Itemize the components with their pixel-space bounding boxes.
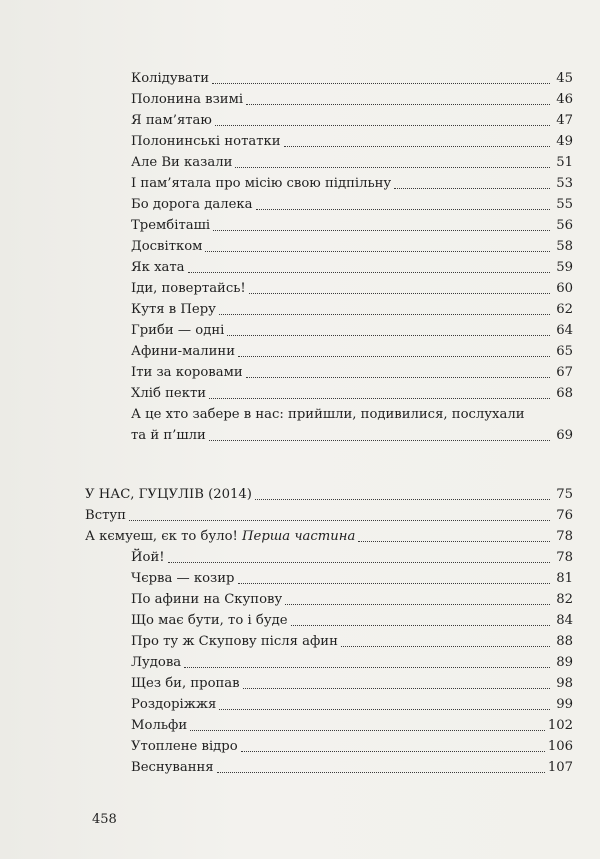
toc-section-heading[interactable] xyxy=(85,484,573,505)
leader-dots xyxy=(241,750,545,752)
toc-entry-title: Йой! xyxy=(131,550,165,565)
toc-entry-title-continued: та й п’шли xyxy=(131,428,206,443)
toc-entry-page: 99 xyxy=(556,697,573,712)
toc-entry[interactable] xyxy=(85,694,573,715)
toc-entry-page: 98 xyxy=(556,676,573,691)
toc-entry-title: По афини на Скупову xyxy=(131,592,283,607)
toc-entry-title: Кутя в Перу xyxy=(131,302,216,317)
toc-entry[interactable] xyxy=(85,68,573,89)
leader-dots xyxy=(238,582,551,584)
toc-entry-title: Мольфи xyxy=(131,718,188,733)
leader-dots xyxy=(358,540,550,542)
leader-dots xyxy=(394,187,550,189)
toc-entry[interactable] xyxy=(85,652,573,673)
toc-entry-title: Веснування xyxy=(131,760,214,775)
toc-entry[interactable] xyxy=(85,589,573,610)
leader-dots xyxy=(285,603,550,605)
toc-entry-page: 46 xyxy=(556,92,573,107)
leader-dots xyxy=(227,334,550,336)
leader-dots xyxy=(212,82,550,84)
toc-entry-page: 60 xyxy=(556,281,573,296)
toc-entry-title: І пам’ятала про місію свою підпільну xyxy=(131,176,392,191)
toc-entry-intro[interactable] xyxy=(85,505,573,526)
part-subtitle: Перша частина xyxy=(242,529,356,544)
leader-dots xyxy=(190,729,545,731)
toc-entry-page: 47 xyxy=(556,113,573,128)
toc-entry[interactable] xyxy=(85,757,573,778)
toc-entry[interactable] xyxy=(85,383,573,404)
toc-entry-page: 56 xyxy=(556,218,573,233)
toc-entry-title: Як хата xyxy=(131,260,185,275)
toc-entry[interactable] xyxy=(85,236,573,257)
leader-dots xyxy=(209,397,550,399)
toc-entry-page: 53 xyxy=(556,176,573,191)
toc-entry-page: 58 xyxy=(556,239,573,254)
toc-entry-title: Я пам’ятаю xyxy=(131,113,212,128)
leader-dots xyxy=(284,145,550,147)
toc-entry[interactable] xyxy=(85,152,573,173)
toc-entry-title: Утоплене відро xyxy=(131,739,238,754)
toc-entry-title: Чєрва — козир xyxy=(131,571,235,586)
toc-entry[interactable] xyxy=(85,320,573,341)
toc-entry-page: 69 xyxy=(556,428,573,443)
toc-entry[interactable] xyxy=(85,257,573,278)
page-number: 458 xyxy=(92,812,117,827)
toc-entry-title: Афини-малини xyxy=(131,344,235,359)
toc-entry[interactable] xyxy=(85,673,573,694)
toc-entry-title: Щез би, пропав xyxy=(131,676,240,691)
toc-entry[interactable] xyxy=(85,715,573,736)
leader-dots xyxy=(215,124,550,126)
toc-entry-page: 89 xyxy=(556,655,573,670)
toc-entry-title: Гриби — одні xyxy=(131,323,225,338)
leader-dots xyxy=(217,771,545,773)
toc-entry-page: 64 xyxy=(556,323,573,338)
toc-entry[interactable] xyxy=(85,631,573,652)
toc-entry[interactable] xyxy=(85,547,573,568)
leader-dots xyxy=(209,439,550,441)
toc-entry[interactable] xyxy=(85,362,573,383)
toc-entry-page: 45 xyxy=(556,71,573,86)
leader-dots xyxy=(256,208,551,210)
toc-section-2 xyxy=(85,484,573,778)
leader-dots xyxy=(213,229,550,231)
toc-entry-title: Іти за коровами xyxy=(131,365,243,380)
toc-entry[interactable] xyxy=(85,610,573,631)
toc-entry-page: 78 xyxy=(556,529,573,544)
leader-dots xyxy=(291,624,550,626)
toc-entry-page: 51 xyxy=(556,155,573,170)
toc-entry-title: Що має бути, то і буде xyxy=(131,613,288,628)
toc-entry-title xyxy=(85,526,355,547)
toc-entry-page: 102 xyxy=(547,718,573,733)
toc-entry-long-line2[interactable] xyxy=(85,425,573,446)
leader-dots xyxy=(238,355,550,357)
toc-entry-title: Роздоріжжя xyxy=(131,697,217,712)
leader-dots xyxy=(246,103,550,105)
toc-entry-long-line1[interactable] xyxy=(85,404,573,425)
toc-entry-title: Про ту ж Скупову після афин xyxy=(131,634,338,649)
part-title: А кємуеш, єк то було! xyxy=(85,529,243,544)
leader-dots xyxy=(243,687,550,689)
toc-entry-title: Бо дорога далека xyxy=(131,197,253,212)
leader-dots xyxy=(219,708,550,710)
toc-entry-part[interactable] xyxy=(85,526,573,547)
toc-entry[interactable] xyxy=(85,89,573,110)
toc-entry-title: Трембіташі xyxy=(131,218,211,233)
leader-dots xyxy=(219,313,550,315)
toc-entry-page: 88 xyxy=(556,634,573,649)
toc-entry-title: Полонинські нотатки xyxy=(131,134,281,149)
leader-dots xyxy=(249,292,550,294)
leader-dots xyxy=(188,271,550,273)
toc-entry-title: Лудова xyxy=(131,655,182,670)
toc-entry[interactable] xyxy=(85,341,573,362)
leader-dots xyxy=(246,376,550,378)
toc-entry[interactable] xyxy=(85,278,573,299)
toc-entry[interactable] xyxy=(85,173,573,194)
leader-dots xyxy=(235,166,550,168)
toc-entry-page: 59 xyxy=(556,260,573,275)
toc-entry-title: Хліб пекти xyxy=(131,386,207,401)
leader-dots xyxy=(168,561,550,563)
toc-entry-page: 62 xyxy=(556,302,573,317)
toc-entry[interactable] xyxy=(85,110,573,131)
toc-entry-page: 68 xyxy=(556,386,573,401)
toc-entry-page: 49 xyxy=(556,134,573,149)
toc-entry-page: 106 xyxy=(547,739,573,754)
toc-entry-title: А це хто забере в нас: прийшли, подивилися, послухали xyxy=(131,407,525,422)
toc-entry-page: 84 xyxy=(556,613,573,628)
toc-entry-page: 65 xyxy=(556,344,573,359)
leader-dots xyxy=(129,519,550,521)
toc-entry[interactable] xyxy=(85,736,573,757)
toc-entry-page: 75 xyxy=(556,487,573,502)
toc-entry-page: 78 xyxy=(556,550,573,565)
toc-entry-page: 82 xyxy=(556,592,573,607)
toc-entry[interactable] xyxy=(85,215,573,236)
toc-entry-title: Досвітком xyxy=(131,239,203,254)
toc-entry-title: Полонина взимі xyxy=(131,92,244,107)
toc-entry[interactable] xyxy=(85,299,573,320)
toc-entry-title: У НАС, ГУЦУЛІВ (2014) xyxy=(85,487,252,502)
leader-dots xyxy=(184,666,550,668)
toc-entry[interactable] xyxy=(85,131,573,152)
toc-entry-page: 81 xyxy=(556,571,573,586)
toc-entry-page: 107 xyxy=(547,760,573,775)
leader-dots xyxy=(255,498,550,500)
toc-entry-title: Вступ xyxy=(85,508,126,523)
leader-dots xyxy=(205,250,550,252)
toc-section-1 xyxy=(85,68,573,446)
toc-entry-page: 67 xyxy=(556,365,573,380)
toc-entry[interactable] xyxy=(85,568,573,589)
leader-dots xyxy=(341,645,550,647)
toc-entry-page: 55 xyxy=(556,197,573,212)
toc-entry-page: 76 xyxy=(556,508,573,523)
toc-entry-title: Іди, повертайсь! xyxy=(131,281,246,296)
toc-entry-title: Але Ви казали xyxy=(131,155,233,170)
toc-entry[interactable] xyxy=(85,194,573,215)
toc-entry-title: Колідувати xyxy=(131,71,209,86)
